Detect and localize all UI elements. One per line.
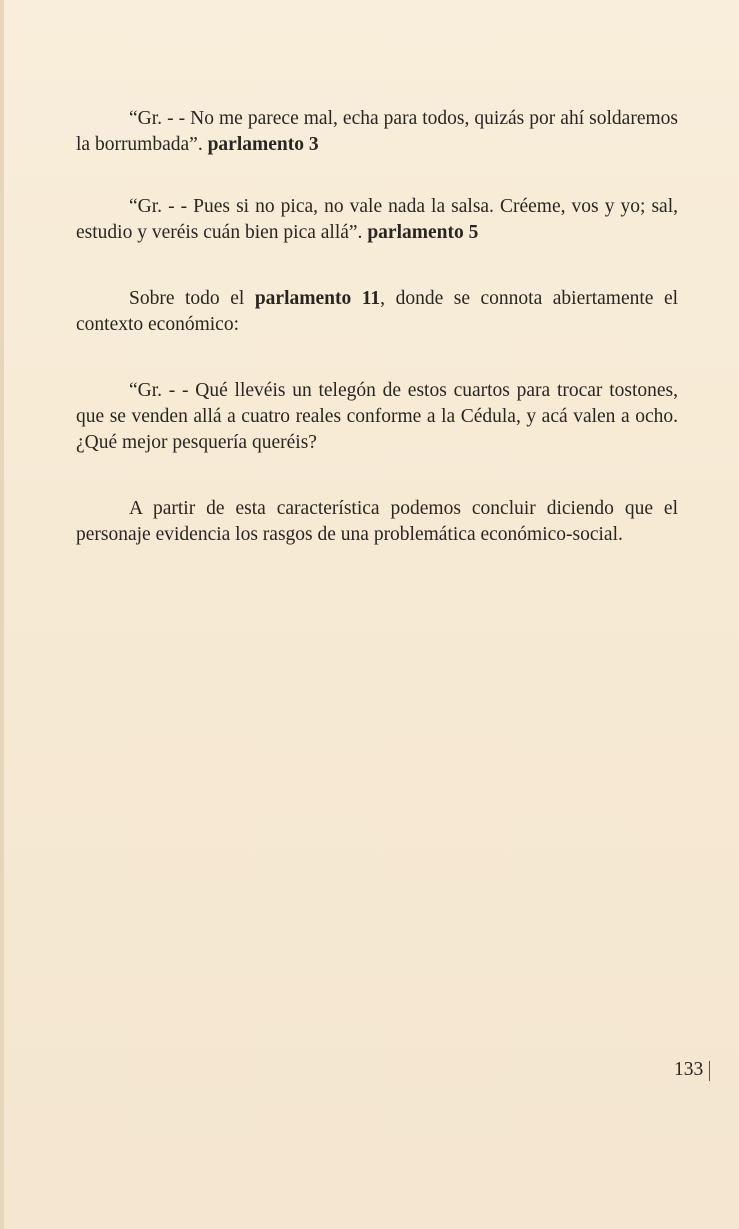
paragraph-gap: [76, 246, 678, 286]
paragraph-gap: [76, 456, 678, 496]
commentary-pre: Sobre todo el: [129, 288, 245, 309]
paragraph-gap: [76, 338, 678, 378]
page-binding-edge: [0, 0, 4, 1229]
quote-paragraph-2: [76, 194, 678, 246]
quote-paragraph-1: [76, 106, 678, 158]
conclusion-paragraph: [76, 496, 678, 548]
parlamento-ref-11: parlamento 11: [254, 288, 381, 309]
quote-text-2: “Gr. - - Pues si no pica, no vale nada la salsa. Créeme, vos y yo; sal, estudio y veréis cuán bien pica allá”.: [76, 196, 678, 243]
quote-text-3: “Gr. - - Qué llevéis un telegón de estos cuartos para trocar tostones, que se venden allá a cuatro reales conforme a la Cédula, y acá valen a ocho. ¿Qué mejor pesquería queréis?: [76, 380, 678, 453]
page-number-rule: [709, 1061, 710, 1081]
quote-text-1: “Gr. - - No me parece mal, echa para todos, quizás por ahí soldaremos la borrumbada”.: [76, 108, 678, 155]
paragraph-gap: [76, 158, 678, 194]
commentary-paragraph: [76, 286, 678, 338]
parlamento-ref-5: parlamento 5: [367, 222, 479, 243]
quote-paragraph-3: [76, 378, 678, 456]
conclusion-text: A partir de esta característica podemos concluir diciendo que el personaje evidencia los rasgos de una problemática económico-social.: [76, 498, 678, 545]
parlamento-ref-3: parlamento 3: [207, 134, 319, 155]
commentary-post: , donde se connota abiertamente el contexto económico:: [76, 288, 679, 335]
body-text: [76, 106, 678, 548]
page-number: 133: [674, 1059, 704, 1080]
